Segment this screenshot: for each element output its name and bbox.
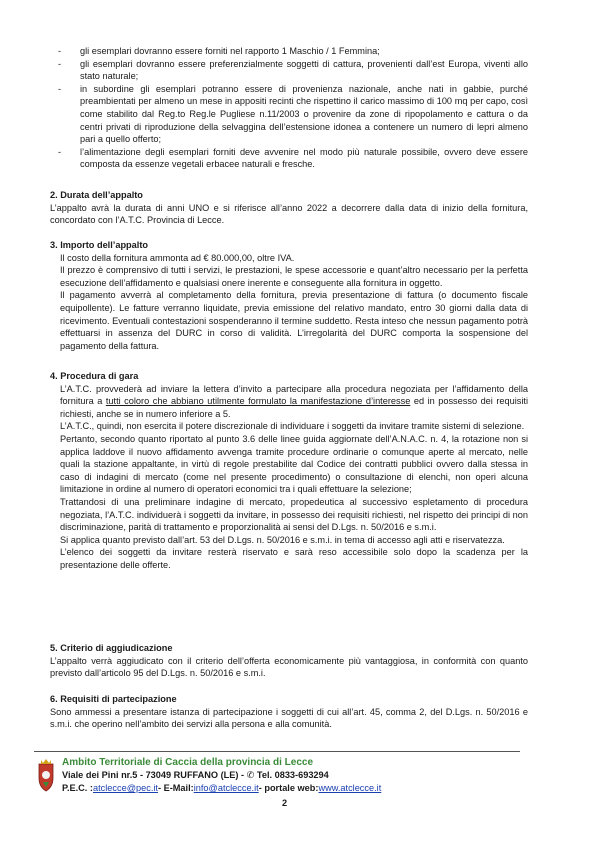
section-procedure xyxy=(50,370,528,572)
paragraph: Il prezzo è comprensivo di tutti i servizi, le prestazioni, le spese accessorie e quant’altro necessario per la perfetta esecuzione dell’affidamento e qualsiasi onere inerente e conseguente alla fornitura in oggetto. xyxy=(60,265,528,288)
section-title: 5. Criterio di aggiudicazione xyxy=(50,643,173,653)
section-requirements xyxy=(50,693,528,731)
section-duration xyxy=(50,189,528,227)
page-number: 2 xyxy=(282,798,288,808)
section-amount xyxy=(50,239,528,352)
paragraph: L’appalto avrà la durata di anni UNO e si riferisce all’anno 2022 a decorrere dalla data di inizio della fornitura, concordato con l’A.T.C. Provincia di Lecce. xyxy=(50,202,528,226)
section-title: 4. Procedura di gara xyxy=(50,371,139,381)
email-link[interactable]: info@atclecce.it xyxy=(193,783,259,793)
contact-links: P.E.C. :atclecce@pec.it- E-Mail:info@atclecce.it- portale web:www.atclecce.it xyxy=(62,783,382,793)
paragraph: Il costo della fornitura ammonta ad € 80.000,00, oltre IVA. xyxy=(60,252,295,263)
paragraph: Trattandosi di una preliminare indagine di mercato, propedeutica al successivo espletamento di procedura negoziata, l’A.T.C. individuerà i soggetti da invitare, in possesso dei requisiti richiesti, nel rispetto dei principi di non discriminazione, parità di trattamento e proporzionalità ai sensi del D.Lgs. n. 50/2016 e s.m.i. xyxy=(60,496,528,533)
paragraph: L’A.T.C., quindi, non esercita il potere discrezionale di individuare i soggetti da invitare tramite sistemi di selezione. xyxy=(60,421,525,432)
paragraph: Il pagamento avverrà al completamento della fornitura, previa presentazione di fattura (o documento fiscale equipollente). Le fatture verranno liquidate, previa emissione del relativo mandato, entro 30 giorni dalla data di ricevimento. Eventuali contestazioni sospenderanno il termine suddetto. Resta inteso che nessun pagamento potrà effettuarsi in assenza del DURC in corso di validità. L’irregolarità del DURC comporta la sospensione del pagamento della fattura. xyxy=(60,290,528,351)
requirements-list xyxy=(58,45,528,171)
paragraph: Pertanto, secondo quanto riportato al punto 3.6 delle linee guida aggiornate dell’A.N.A.C. n. 4, la rotazione non si applica laddove il nuovo affidamento avvenga tramite procedure ordinarie o comunque aperte al mercato, nelle quali la stazione appaltante, in virtù di regole prestabilite dal Codice dei contratti pubblici ovvero dalla stessa in caso di indagini di mercato (come nel presente procedimento) o consultazione di elenchi, non operi alcuna limitazione in ordine al numero di operatori economici tra i quali effettuare la selezione; xyxy=(60,433,528,495)
list-item: - gli esemplari dovranno essere preferenzialmente soggetti di cattura, provenienti dall’est Europa, viventi allo stato naturale; xyxy=(58,58,528,82)
website-link[interactable]: www.atclecce.it xyxy=(318,783,382,793)
list-item: - l’alimentazione degli esemplari forniti deve avvenire nel modo più naturale possibile, ovvero deve essere composta da essenze vegetali erbacee naturali e fresche. xyxy=(58,146,528,170)
coat-of-arms-icon xyxy=(36,758,56,792)
section-title: 3. Importo dell’appalto xyxy=(50,240,149,250)
footer-divider xyxy=(34,751,520,752)
paragraph: Si applica quanto previsto dall’art. 53 del D.Lgs. n. 50/2016 e s.m.i. in tema di accesso agli atti e riservatezza. xyxy=(60,534,505,545)
paragraph: L’A.T.C. provvederà ad inviare la lettera d’invito a partecipare alla procedura negoziata per l’affidamento della fornitura a tutti coloro che abbiano utilmente formulato la manifestazione d’interesse ed in possesso dei requisiti richiesti, anche se in numero inferiore a 5. xyxy=(60,383,529,419)
organization-name: Ambito Territoriale di Caccia della provincia di Lecce xyxy=(62,757,314,768)
letterhead-footer xyxy=(62,756,522,795)
paragraph: L’appalto verrà aggiudicato con il criterio dell’offerta economicamente più vantaggiosa, in conformità con quanto previsto dall’articolo 95 del D.Lgs. n. 50/2016 e s.m.i. xyxy=(50,655,528,679)
paragraph: Sono ammessi a presentare istanza di partecipazione i soggetti di cui all’art. 45, comma 2, del D.Lgs. n. 50/2016 e s.m.i. che operino nell’ambito dei servizi alla persona e alla comunità. xyxy=(50,706,528,730)
pec-link[interactable]: atclecce@pec.it xyxy=(92,783,158,793)
paragraph: L’elenco dei soggetti da invitare resterà riservato e sarà reso accessibile solo dopo la scadenza per la presentazione delle offerte. xyxy=(60,547,528,570)
section-title: 6. Requisiti di partecipazione xyxy=(50,694,177,704)
section-award-criterion xyxy=(50,642,528,680)
address: Viale dei Pini nr.5 - 73049 RUFFANO (LE) - ✆ Tel. 0833-693294 xyxy=(62,770,329,780)
underlined-text: tutti coloro che abbiano utilmente formulato la manifestazione d’interesse xyxy=(105,396,411,407)
list-item: - gli esemplari dovranno essere forniti nel rapporto 1 Maschio / 1 Femmina; xyxy=(58,46,380,56)
section-title: 2. Durata dell’appalto xyxy=(50,190,143,200)
list-item: - in subordine gli esemplari potranno essere di provenienza nazionale, anche nati in gabbie, purché preambientati per almeno un mese in appositi recinti che rispettino il carico massimo di 100 mq per capo, così come stabilito dal Reg.to Reg.le Pugliese n.11/2003 o provenire da zone di ripopolamento e cattura o da centri privati di riproduzione della selvaggina dell’estensione idonea a contenere un numero di lepri almeno pari a quello offerto; xyxy=(58,83,528,145)
